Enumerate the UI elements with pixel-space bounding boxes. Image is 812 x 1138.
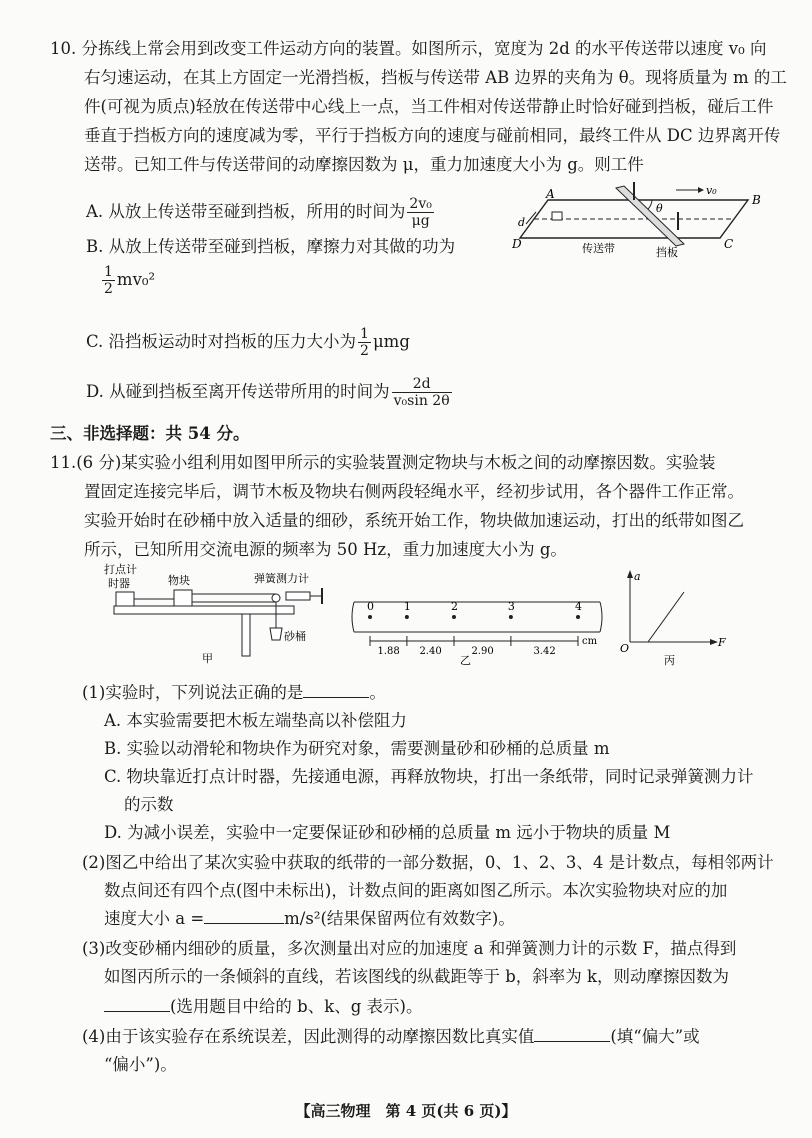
label-belt: 传送带	[582, 242, 615, 255]
q10-option-a	[86, 196, 436, 229]
tape-point	[576, 615, 580, 619]
q11-stem-line: 11.(6 分)某实验小组利用如图甲所示的实验装置测定物块与木板之间的动摩擦因数。实验装	[50, 453, 716, 472]
answer-blank[interactable]	[204, 923, 284, 924]
fraction-den: v₀sin 2θ	[393, 393, 450, 409]
angle-arc	[648, 200, 652, 209]
q11-part2-line: 数点间还有四个点(图中未标出)，计数点间的距离如图乙所示。本次实验物块对应的加	[104, 881, 728, 900]
wood-board	[114, 606, 294, 614]
pulley	[272, 594, 280, 602]
answer-blank[interactable]	[534, 1041, 610, 1042]
label-block: 物块	[168, 574, 190, 587]
part-end: 。	[369, 683, 386, 702]
fraction	[358, 326, 371, 359]
x-arrow	[710, 639, 718, 645]
part-text: 速度大小 a =	[104, 909, 205, 928]
q10-option-b-value	[100, 264, 155, 297]
q10-stem-line: 10. 分拣线上常会用到改变工件运动方向的装置。如图所示，宽度为 2d 的水平传送带以速度 v₀ 向	[50, 39, 767, 58]
part-text: (4)由于该实验存在系统误差，因此测得的动摩擦因数比真实值	[82, 1027, 535, 1046]
q10-option-d	[86, 376, 454, 409]
q10-stem-line: 送带。已知工件与传送带间的动摩擦因数为 μ，重力加速度大小为 g。则工件	[84, 155, 644, 174]
fraction-den: 2	[104, 281, 113, 297]
y-arrow	[627, 570, 633, 578]
tape-end	[352, 602, 602, 632]
option-text: D. 从碰到挡板至离开传送带所用的时间为	[86, 382, 390, 401]
label-spring: 弹簧测力计	[254, 572, 309, 585]
part-tail: m/s²(结果保留两位有效数字)。	[284, 909, 515, 928]
caption-jia: 甲	[202, 652, 213, 665]
q10-stem-line: 右匀速运动，在其上方固定一光滑挡板，挡板与传送带 AB 边界的夹角为 θ。现将质量为 m 的工	[84, 68, 787, 87]
q10-option-b: B. 从放上传送带至碰到挡板，摩擦力对其做的功为	[86, 237, 456, 256]
label-v0: v₀	[706, 184, 717, 197]
label-board: 挡板	[656, 246, 678, 258]
label-bucket: 砂桶	[284, 630, 306, 643]
fraction-num: 2v₀	[409, 196, 432, 212]
tape-point-label: 1	[403, 600, 411, 613]
distance-label: 1.88	[377, 646, 400, 657]
fraction	[407, 196, 433, 229]
option-text: C. 沿挡板运动时对挡板的压力大小为	[86, 332, 357, 351]
q11-p1-option-cont: 的示数	[124, 795, 174, 814]
tape-edge	[354, 602, 600, 632]
q11-stem-line: 所示，已知所用交流电源的频率为 50 Hz，重力加速度大小为 g。	[84, 540, 567, 559]
label-timer-2: 时器	[108, 577, 130, 590]
tape-point-label: 2	[450, 600, 458, 613]
q11-p1-option: D. 为减小误差，实验中一定要保证砂和砂桶的总质量 m 远小于物块的质量 M	[104, 823, 671, 842]
apparatus-figure-jia	[104, 562, 336, 666]
label-a-axis: a	[634, 570, 641, 583]
velocity-arrowhead	[698, 187, 704, 193]
caption-bing: 丙	[664, 654, 675, 667]
caption-yi: 乙	[460, 654, 471, 667]
q11-stem-line: 实验开始时在砂桶中放入适量的细砂，系统开始工作，物块做加速运动，打出的纸带如图乙	[84, 511, 744, 530]
distance-label: 2.40	[419, 646, 442, 657]
part-tail: (填“偏大”或	[610, 1027, 700, 1046]
fraction	[392, 376, 452, 409]
q11-part2-line	[104, 908, 515, 930]
workpiece	[552, 212, 562, 220]
fraction-num: 2d	[392, 376, 452, 393]
q11-part4-line	[82, 1026, 700, 1048]
label-d: D	[512, 237, 522, 251]
unit-label: cm	[582, 636, 598, 647]
part-tail: (选用题目中给的 b、k、g 表示)。	[170, 997, 423, 1016]
q10-stem-line: 垂直于挡板方向的速度减为零，平行于挡板方向的速度与碰前相同，最终工件从 DC 边界离开传	[84, 126, 781, 145]
bucket-shape	[270, 628, 282, 640]
fraction-num: 1	[104, 264, 113, 280]
section-heading: 三、非选择题：共 54 分。	[50, 424, 250, 443]
q11-part2-line: (2)图乙中给出了某次实验中获取的纸带的一部分数据，0、1、2、3、4 是计数点，每相邻两计	[82, 853, 774, 872]
option-tail: mv₀²	[116, 270, 156, 289]
label-f-axis: F	[718, 636, 726, 649]
q11-p1-option: B. 实验以动滑轮和物块作为研究对象，需要测量砂和砂桶的总质量 m	[104, 739, 610, 758]
part-text: (1)实验时，下列说法正确的是	[82, 683, 304, 702]
distance-label: 3.42	[533, 646, 556, 657]
option-tail: μmg	[372, 332, 410, 351]
data-line	[648, 592, 684, 642]
distance-label: 2.90	[471, 646, 494, 657]
tape-point-label: 4	[575, 600, 582, 613]
label-origin: O	[620, 642, 630, 655]
timer	[116, 592, 134, 606]
label-theta: θ	[656, 202, 663, 215]
spring-scale	[286, 592, 310, 600]
tape-point	[405, 615, 409, 619]
tape-point	[452, 615, 456, 619]
label-timer-1: 打点计	[104, 563, 137, 576]
tape-point	[368, 615, 372, 619]
fraction-den: 2	[360, 343, 369, 359]
label-d-width: d	[518, 216, 526, 229]
q11-p1-option: C. 物块靠近打点计时器，先接通电源，再释放物块，打出一条纸带，同时记录弹簧测力计	[104, 767, 754, 786]
option-text: A. 从放上传送带至碰到挡板，所用的时间为	[86, 202, 406, 221]
q10-option-c	[86, 326, 410, 359]
tape-point-label: 0	[367, 600, 374, 613]
q11-stem-line: 置固定连接完毕后，调节木板及物块右侧两段轻绳水平，经初步试用，各个器件工作正常。	[84, 482, 744, 501]
tape-points	[367, 600, 598, 657]
block	[174, 590, 192, 606]
q11-part1	[82, 682, 386, 704]
board-shape	[616, 186, 684, 246]
label-b: B	[752, 193, 761, 207]
graph-figure-bing	[612, 568, 730, 668]
answer-blank[interactable]	[303, 697, 369, 698]
label-a: A	[546, 187, 555, 201]
q11-p1-option: A. 本实验需要把木板左端垫高以补偿阻力	[104, 711, 407, 730]
tape-point-label: 3	[507, 600, 515, 613]
fraction-den: μg	[411, 213, 430, 229]
fraction	[102, 264, 115, 297]
conveyor-figure	[512, 178, 772, 258]
label-c: C	[724, 237, 734, 251]
table-leg	[242, 614, 250, 656]
q11-part3-line: (3)改变砂桶内细砂的质量，多次测量出对应的加速度 a 和弹簧测力计的示数 F，描点得到	[82, 939, 737, 958]
q10-stem-line: 件(可视为质点)轻放在传送带中心线上一点，当工件相对传送带静止时恰好碰到挡板，碰后工件	[84, 97, 774, 116]
q11-part4-line: “偏小”)。	[104, 1055, 177, 1074]
page-footer: 【高三物理 第 4 页(共 6 页)】	[295, 1102, 517, 1120]
answer-blank[interactable]	[104, 1011, 170, 1012]
tape-figure-yi	[350, 596, 612, 668]
tape-point	[509, 615, 513, 619]
q11-part3-line	[104, 996, 423, 1018]
q11-part3-line: 如图丙所示的一条倾斜的直线，若该图线的纵截距等于 b，斜率为 k，则动摩擦因数为	[104, 967, 730, 986]
fraction-num: 1	[360, 326, 369, 342]
